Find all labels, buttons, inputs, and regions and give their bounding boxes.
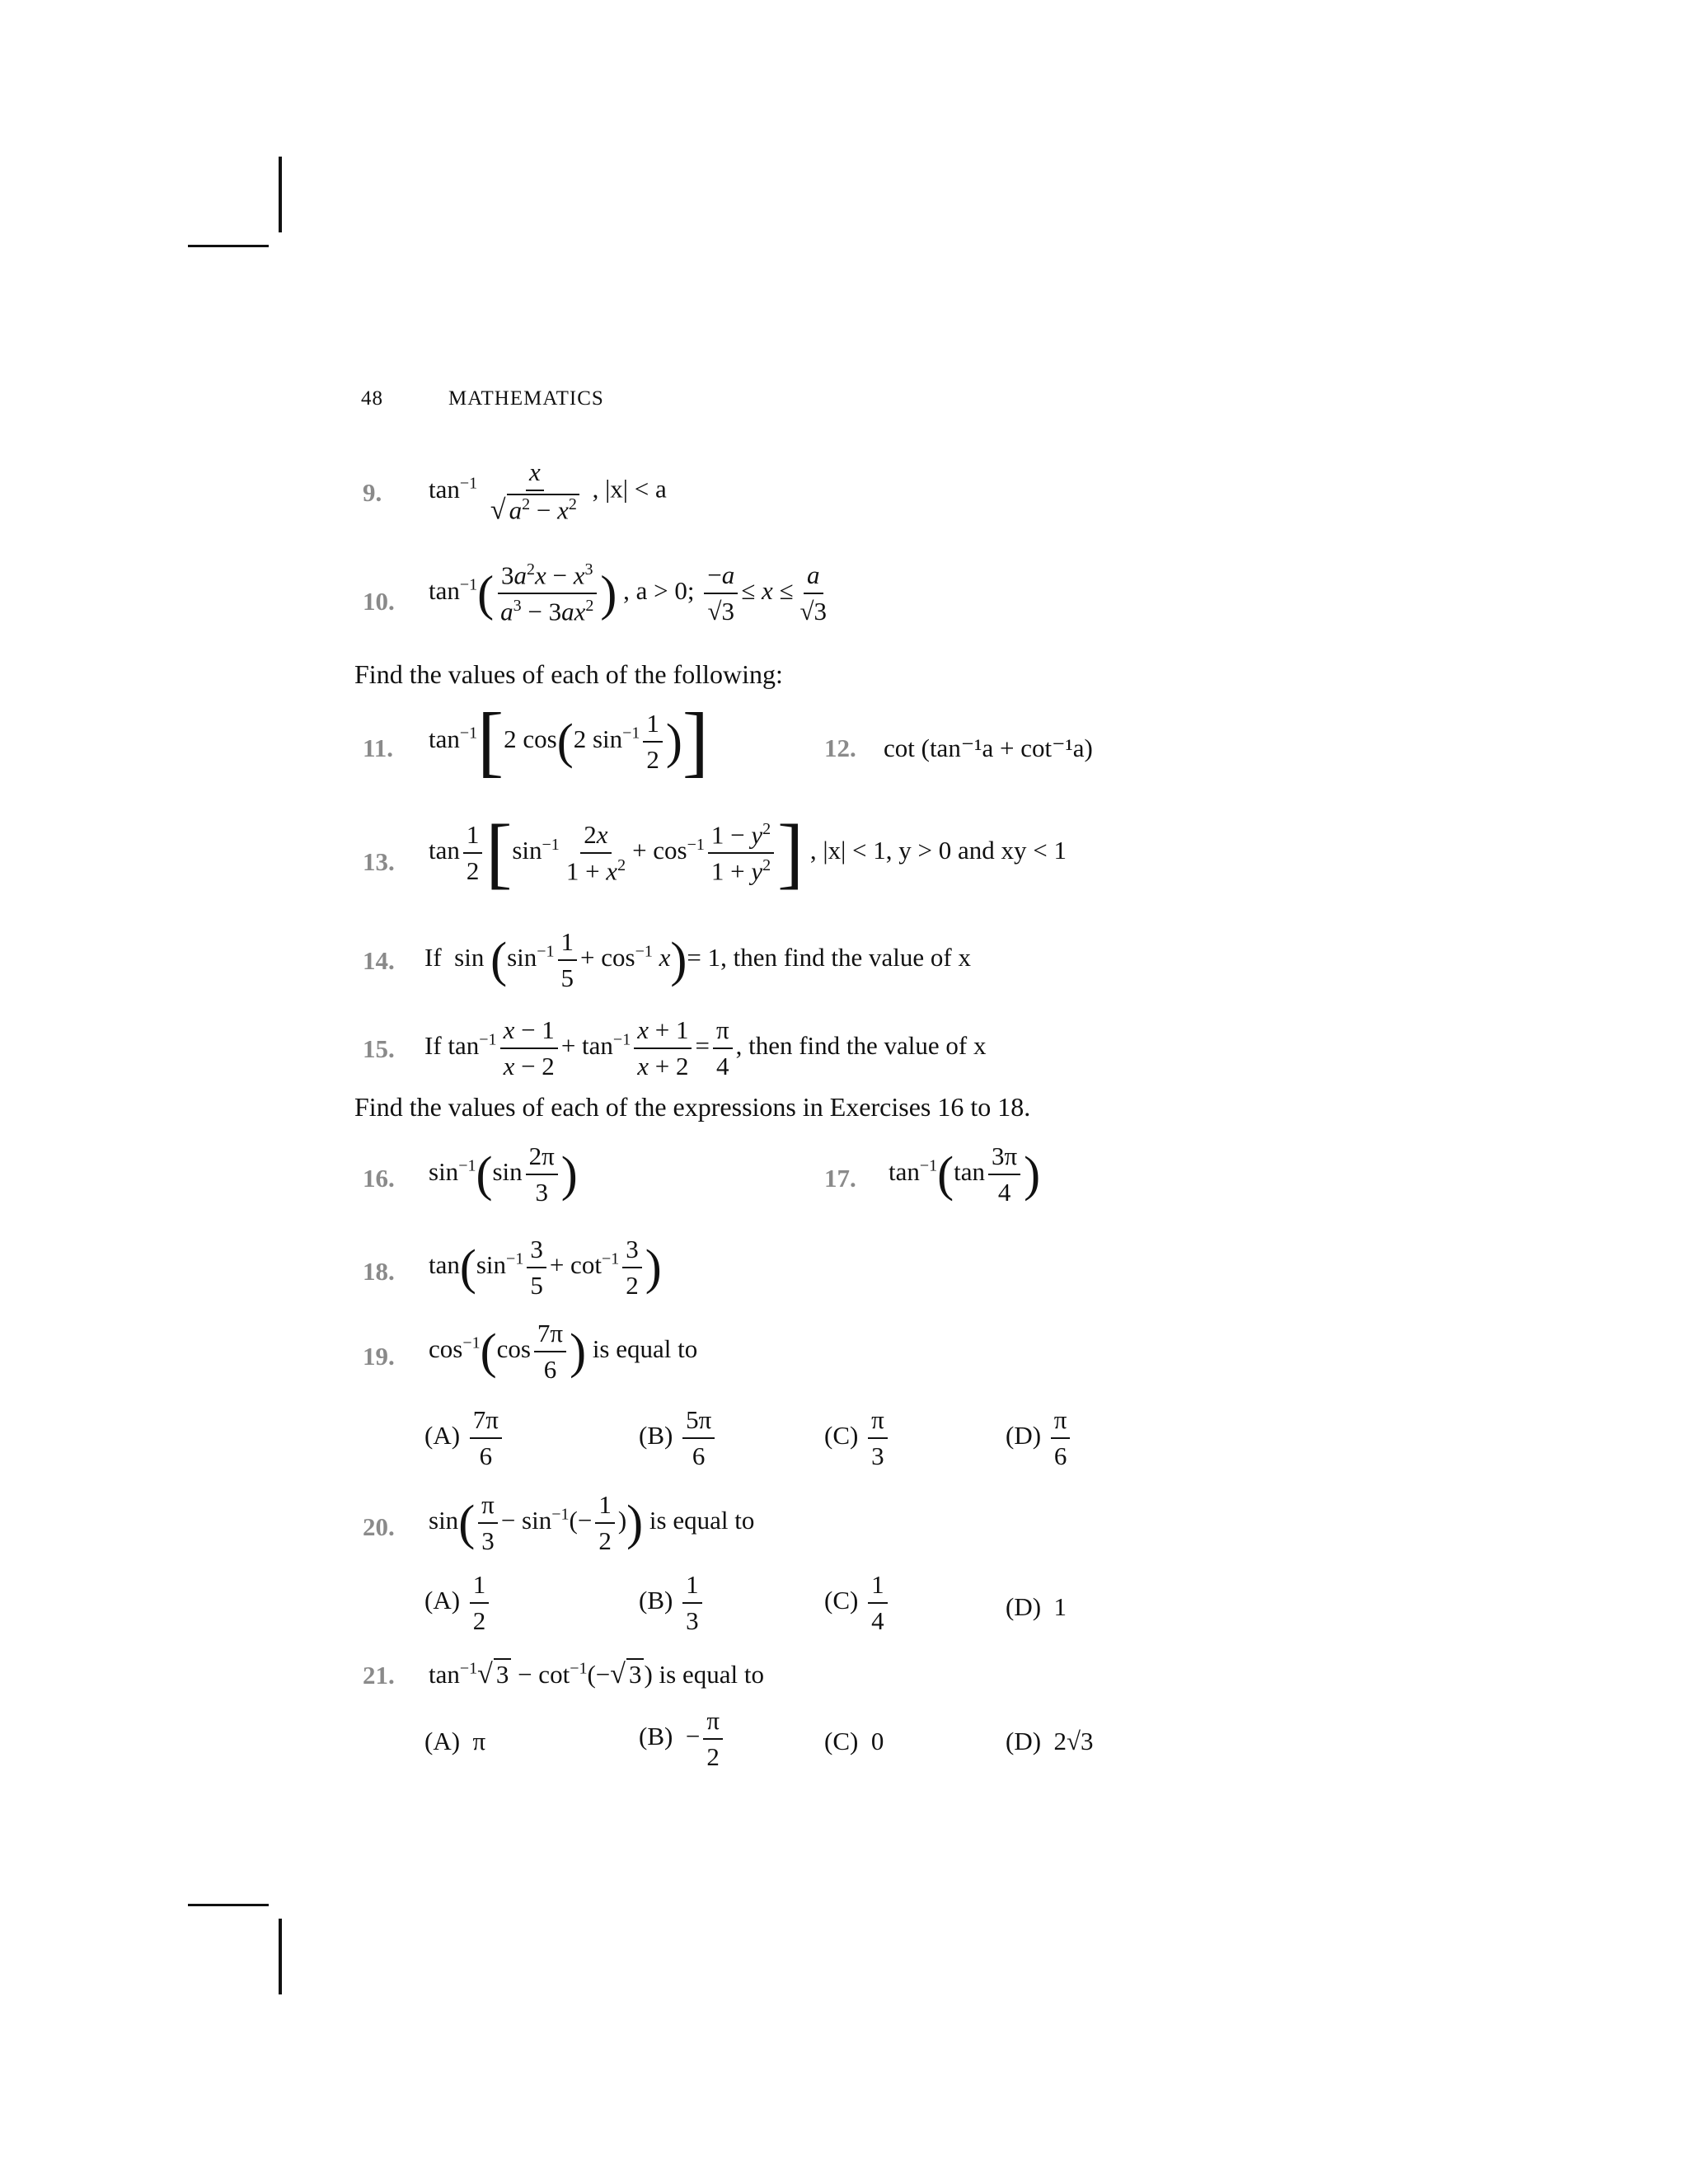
p13-condition: , |x| < 1, y > 0 and xy < 1 [809, 836, 1067, 865]
problem-17: $\tan^{-1}(\tan$ $\frac{3\pi}{4}$ ) [889, 1141, 1041, 1207]
problem-10: $\tan^{-1}$( $\frac{3a^2x - x^3}{a^3 - 3ax^2}$ ) , a > 0; $\frac{-a}{√3}$ ≤ x ≤ $\frac{a}{√3}$ [429, 560, 828, 626]
p9-condition: , |x| < a [592, 474, 667, 504]
problem-16: $\sin^{-1}(\sin$ $\frac{2\pi}{3}$ ) [429, 1141, 578, 1207]
problem-19: $\cos^{-1}(\cos$ $\frac{7\pi}{6}$ ) is equal to [429, 1319, 698, 1384]
page-number: 48 [361, 387, 383, 410]
p21-is-equal: is equal to [659, 1660, 764, 1689]
crop-mark-top-vertical [279, 157, 282, 232]
q19-option-c: (C) $\frac{\pi}{3}$ [824, 1405, 891, 1470]
q19-option-d: (D) $\frac{\pi}{6}$ [1006, 1405, 1073, 1470]
q21-option-b: (B) − $\frac{\pi}{2}$ [639, 1706, 726, 1771]
q21-option-c: (C) 0 [824, 1727, 884, 1755]
problem-20: sin( $\frac{\pi}{3}$ − $\sin^{-1}(-$ $\frac{1}{2}$ )) is equal to [429, 1490, 755, 1555]
problem-number-20: 20. [363, 1512, 395, 1541]
q21-option-a: (A) π [424, 1727, 486, 1755]
problem-number-13: 13. [363, 847, 395, 876]
crop-mark-top-horizontal [188, 245, 269, 247]
instruction-1: Find the values of each of the following: [354, 659, 783, 689]
p15-tail: , then find the value of x [735, 1030, 987, 1060]
problem-18: $\tan(\sin^{-1}$ $\frac{3}{5}$ + $\cot^{-1}$ $\frac{3}{2}$ ) [429, 1235, 662, 1300]
p14-tail: , then find the value of x [720, 942, 971, 972]
problem-11: $\tan^{-1}[2$ cos(2 $\sin^{-1}$ $\frac{1}{2}$ )] [429, 696, 709, 785]
p19-is-equal: is equal to [592, 1333, 698, 1363]
crop-mark-bottom-horizontal [188, 1904, 269, 1906]
problem-number-14: 14. [363, 946, 395, 975]
q20-option-c: (C) $\frac{1}{4}$ [824, 1570, 891, 1635]
p10-condition: , a > 0; [623, 576, 695, 606]
crop-mark-bottom-vertical [279, 1919, 282, 1994]
problem-number-11: 11. [363, 733, 394, 762]
problem-9: $\tan^{-1}$ $\frac{x}{√ a^2 - x^2}$ , |x| < a [429, 457, 667, 525]
p20-is-equal: is equal to [649, 1505, 755, 1535]
problem-number-16: 16. [363, 1164, 395, 1193]
problem-14: If $\sin (\sin^{-1}$ $\frac{1}{5}$ + $\cos^{-1} x)= 1$, then find the value of x [424, 927, 971, 992]
q20-option-a: (A) $\frac{1}{2}$ [424, 1570, 492, 1635]
problem-15: If $\tan^{-1}$ $\frac{x - 1}{x - 2}$ + $\tan^{-1}$ $\frac{x + 1}{x + 2}$ = $\frac{\pi}{4}$ , then find the value of x [424, 1015, 987, 1080]
q21-option-d: (D) 2√3 [1006, 1727, 1094, 1755]
problem-number-10: 10. [363, 587, 395, 616]
problem-21: $\tan^{-1}√$ $3 - \cot^{-1}(-√$ 3) is equal to [429, 1659, 764, 1690]
q20-option-d: (D) 1 [1006, 1592, 1067, 1621]
problem-number-9: 9. [363, 478, 382, 507]
problem-number-15: 15. [363, 1034, 395, 1063]
problem-13: tan $\frac{1}{2}$ [$\sin^{-1}$ $\frac{2x}{1 + x^2}$ + $\cos^{-1}$ $\frac{1 - y^2}{1 + y^2}$ ] , |x| < 1, y > 0 and xy < 1 [429, 808, 1067, 897]
problem-12: cot (tan⁻¹a + cot⁻¹a) [884, 733, 1093, 762]
page-title: MATHEMATICS [448, 387, 604, 410]
problem-number-21: 21. [363, 1661, 395, 1690]
problem-number-17: 17. [824, 1164, 856, 1193]
q19-option-a: (A) $\frac{7\pi}{6}$ [424, 1405, 505, 1470]
q19-option-b: (B) $\frac{5\pi}{6}$ [639, 1405, 718, 1470]
problem-number-19: 19. [363, 1342, 395, 1371]
q20-option-b: (B) $\frac{1}{3}$ [639, 1570, 706, 1635]
problem-number-18: 18. [363, 1257, 395, 1286]
instruction-2: Find the values of each of the expressions in Exercises 16 to 18. [354, 1092, 1031, 1122]
problem-number-12: 12. [824, 733, 856, 762]
